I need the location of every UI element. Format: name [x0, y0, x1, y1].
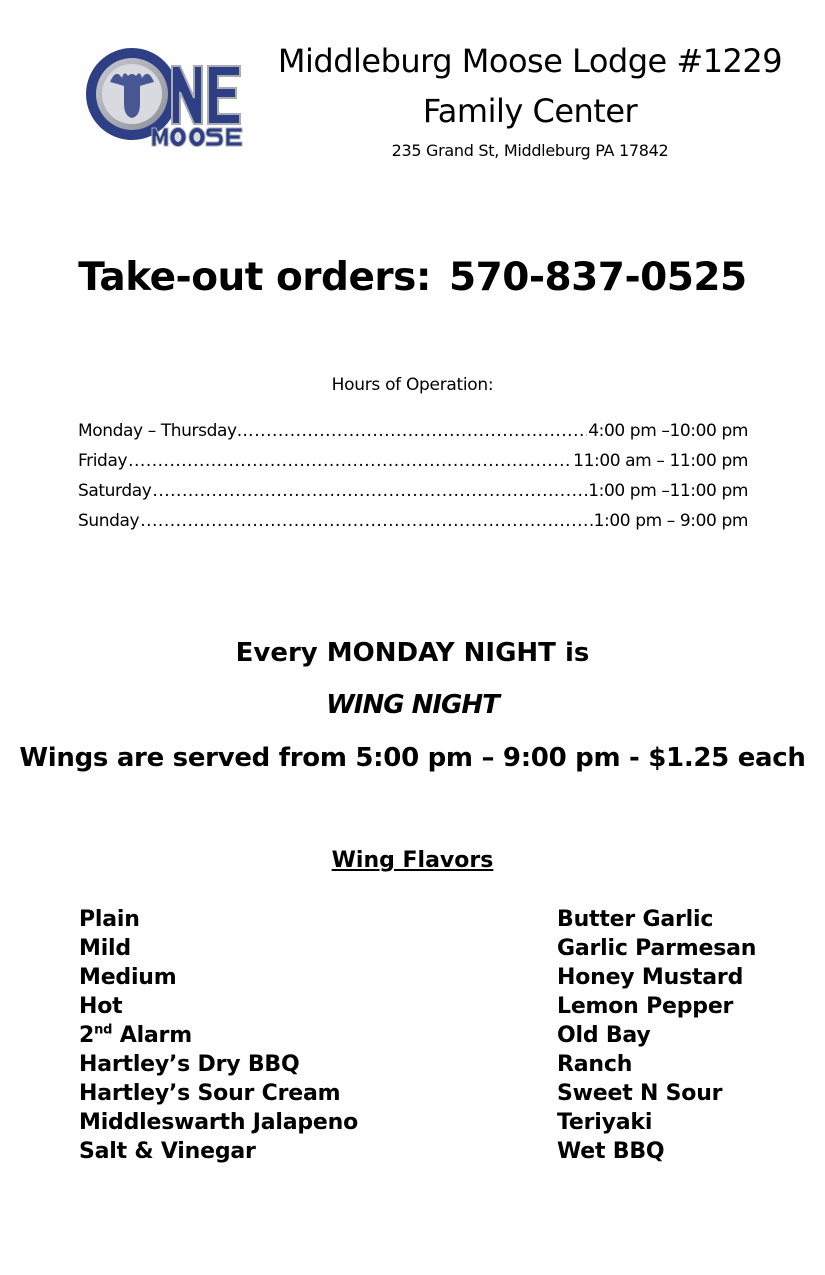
flavor-item: Hartley’s Dry BBQ — [79, 1052, 300, 1077]
lodge-address: 235 Grand St, Middleburg PA 17842 — [391, 141, 669, 160]
lodge-subtitle: Family Center — [422, 92, 638, 130]
dot-leader — [254, 421, 587, 441]
dot-leader — [128, 451, 572, 471]
flavor-num: 2 — [79, 1023, 95, 1048]
flavor-rest: Alarm — [112, 1023, 192, 1048]
hours-time: 4:00 pm –10:00 pm — [588, 421, 748, 441]
takeout-line — [0, 255, 825, 300]
flavor-item: Butter Garlic — [557, 907, 714, 932]
flavor-item: Mild — [79, 936, 131, 961]
flavor-list-right — [557, 905, 756, 1166]
flavor-superscript: nd — [94, 1022, 113, 1038]
flavor-item: Wet BBQ — [557, 1139, 665, 1164]
flavor-item: Teriyaki — [557, 1110, 653, 1135]
flavor-item-second-alarm — [79, 1021, 358, 1050]
monday-promo: Every MONDAY NIGHT is — [235, 638, 590, 668]
dot-leader — [152, 481, 587, 501]
hours-row-sunday — [78, 511, 748, 537]
hours-row-friday — [78, 451, 748, 477]
hours-day: Saturday — [78, 481, 152, 501]
flavor-item: Salt & Vinegar — [79, 1139, 256, 1164]
hours-row-mon-thu — [78, 421, 748, 447]
flavor-list-left — [79, 905, 358, 1166]
flavor-item: Ranch — [557, 1052, 633, 1077]
takeout-label: Take-out orders: — [78, 255, 431, 300]
flavor-item: Medium — [79, 965, 177, 990]
hours-day: Monday – Thursday… — [78, 421, 254, 441]
wing-flavors-heading: Wing Flavors — [331, 848, 494, 873]
hours-heading: Hours of Operation: — [331, 375, 494, 395]
wing-night-title: WING NIGHT — [326, 690, 499, 720]
takeout-phone: 570-837-0525 — [448, 255, 747, 300]
flavor-item: Sweet N Sour — [557, 1081, 723, 1106]
flavor-item: Plain — [79, 907, 140, 932]
flavor-item: Garlic Parmesan — [557, 936, 757, 961]
flavor-item: Hartley’s Sour Cream — [79, 1081, 341, 1106]
moose-logo-icon — [80, 42, 265, 152]
hours-day: Friday — [78, 451, 128, 471]
flavor-item: Middleswarth Jalapeno — [79, 1110, 359, 1135]
flavor-item: Lemon Pepper — [557, 994, 734, 1019]
flavor-item: Honey Mustard — [557, 965, 744, 990]
flavor-item: Old Bay — [557, 1023, 651, 1048]
lodge-name: Middleburg Moose Lodge #1229 — [277, 42, 783, 80]
hours-row-saturday — [78, 481, 748, 507]
wings-served-info: Wings are served from 5:00 pm – 9:00 pm - $1.25 each — [19, 743, 806, 773]
moose-logo — [80, 42, 265, 152]
dot-leader — [140, 511, 592, 531]
hours-time: 1:00 pm – 9:00 pm — [593, 511, 748, 531]
hours-time: 1:00 pm –11:00 pm — [588, 481, 748, 501]
hours-day: Sunday — [78, 511, 140, 531]
flavor-item: Hot — [79, 994, 123, 1019]
hours-time: 11:00 am – 11:00 pm — [573, 451, 748, 471]
